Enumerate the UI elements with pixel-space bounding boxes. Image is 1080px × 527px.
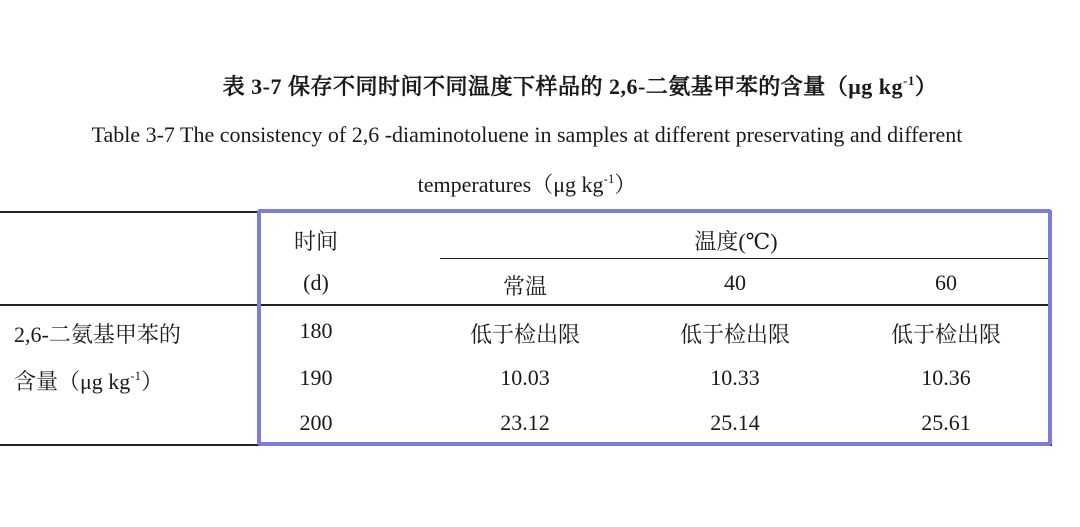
- table-row-180-40: 低于检出限: [679, 322, 790, 347]
- temperature-header: 温度(℃): [694, 229, 778, 254]
- table-row-190-room: 10.03: [500, 365, 550, 390]
- table-row-190-60: 10.36: [921, 365, 971, 390]
- table-row-200-room: 23.12: [500, 410, 550, 435]
- table-title-chinese: 表 3-7 保存不同时间不同温度下样品的 2,6-二氨基甲苯的含量（μg $kg^{-1}$）: [222, 73, 938, 99]
- temp-col-60: 60: [935, 270, 957, 295]
- table-row-190-time: 190: [299, 365, 333, 390]
- row-stub-unit: 含量（μg $kg^{-1}$）: [14, 368, 164, 394]
- table-row-200-time: 200: [299, 410, 333, 435]
- temp-col-40: 40: [724, 270, 746, 295]
- table-row-200-60: 25.61: [921, 410, 971, 435]
- table-row-200-40: 25.14: [710, 410, 760, 435]
- table-title-english: Table 3-7 The consistency of 2,6 -diaminotoluene in samples at different preservating and different: [91, 122, 963, 147]
- time-header: 时间: [293, 229, 338, 254]
- row-stub-label: 2,6-二氨基甲苯的: [14, 322, 181, 347]
- table-title-english-cont: temperatures（μg $kg^{-1}$）: [417, 171, 637, 197]
- time-unit-header: (d): [303, 270, 329, 295]
- table-row-180-time: 180: [299, 318, 333, 343]
- table-row-190-40: 10.33: [710, 365, 760, 390]
- highlight-box: [257, 209, 1052, 446]
- table-row-180-room: 低于检出限: [469, 322, 580, 347]
- table-row-180-60: 低于检出限: [890, 322, 1001, 347]
- temp-col-room: 常温: [502, 274, 547, 299]
